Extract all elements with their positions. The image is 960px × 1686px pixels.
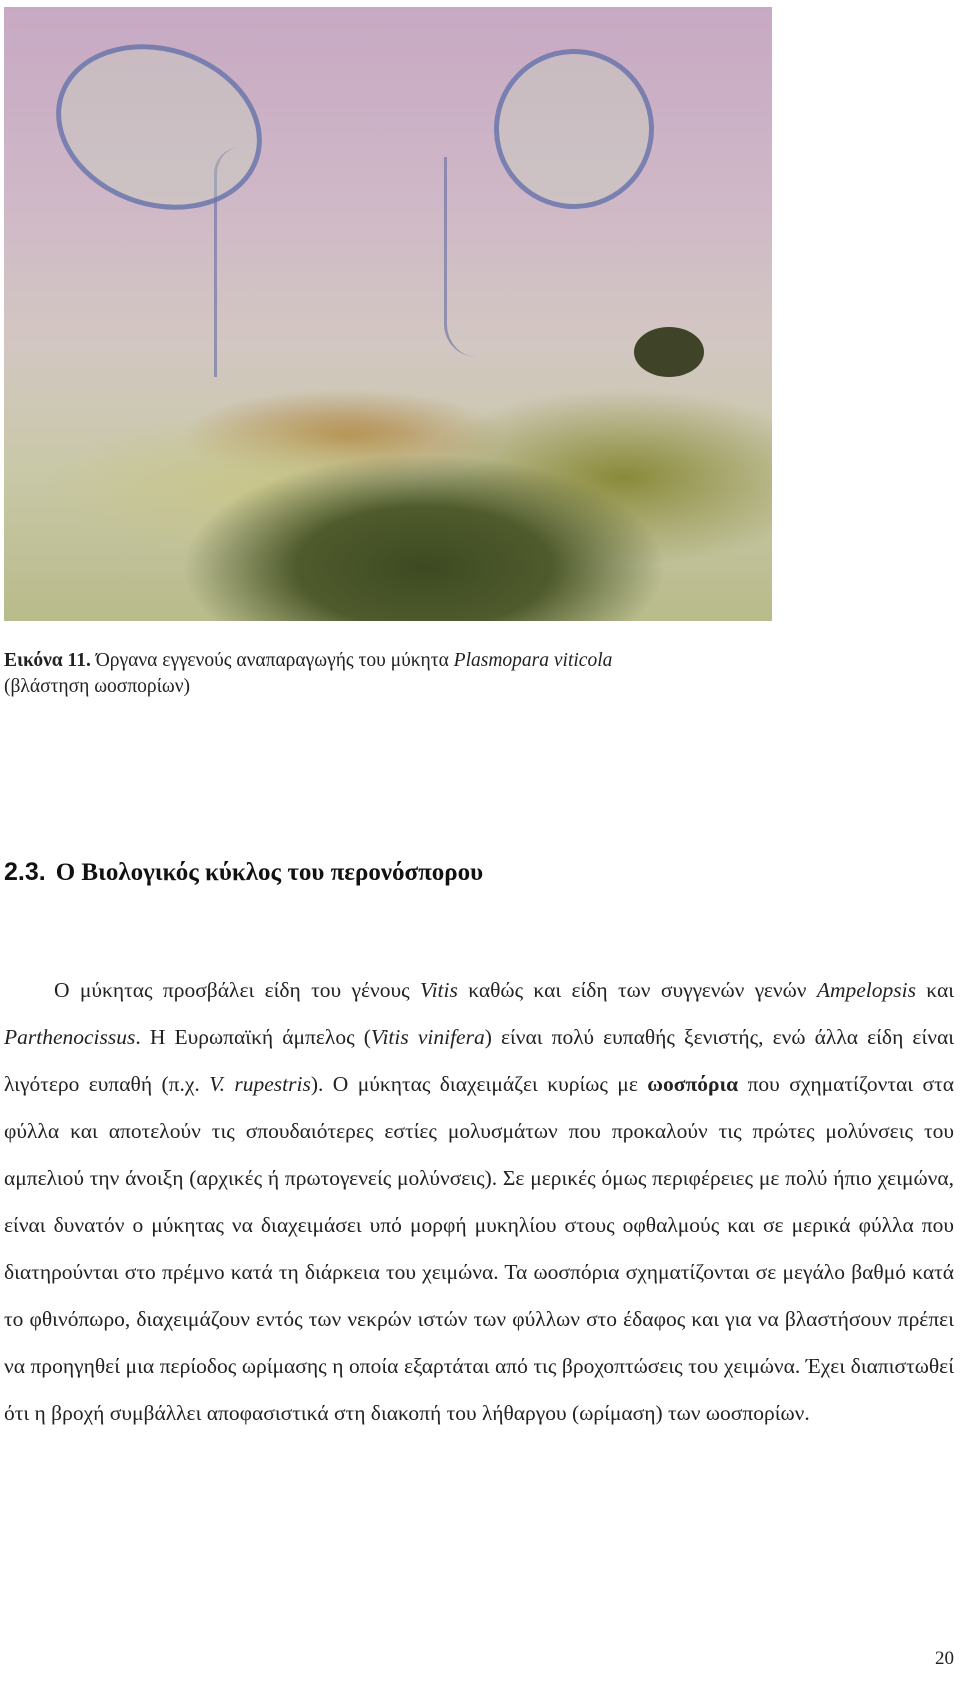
text-run: ) είναι πολύ ευπαθής ξενιστής, ενώ άλλα είδη είναι λιγότερο ευπαθή (π.χ.	[4, 1025, 954, 1096]
section-number: 2.3.	[4, 858, 46, 886]
sporangium-right	[468, 23, 681, 236]
text-run: και	[915, 978, 954, 1002]
caption-species: Plasmopara viticola	[453, 650, 613, 671]
figure-caption	[4, 648, 724, 700]
text-run: Ο μύκητας προσβάλει είδη του γένους	[54, 978, 421, 1002]
caption-text: Όργανα εγγενούς αναπαραγωγής του μύκητα	[90, 650, 454, 671]
italic-vitis-vinifera: Vitis vinifera	[370, 1025, 485, 1049]
italic-parthenocissus: Parthenocissus	[4, 1025, 136, 1049]
micrograph-figure	[4, 7, 772, 621]
sporangiophore-stem-right	[444, 157, 477, 357]
caption-line2: (βλάστηση ωοσπορίων)	[4, 676, 191, 697]
sporangium-left	[34, 18, 283, 235]
body-paragraph	[4, 967, 954, 1437]
section-heading	[4, 858, 483, 887]
page-number: 20	[935, 1648, 954, 1669]
dark-spore-cluster	[634, 327, 704, 377]
text-run: . Η Ευρωπαϊκή άμπελος (	[135, 1025, 371, 1049]
caption-label: Εικόνα 11.	[4, 650, 91, 671]
section-title: Ο Βιολογικός κύκλος του περονόσπορου	[55, 859, 484, 886]
text-run: καθώς και είδη των συγγενών γενών	[457, 978, 817, 1002]
italic-vitis: Vitis	[420, 978, 458, 1002]
text-run: ). Ο μύκητας διαχειμάζει κυρίως με	[310, 1072, 648, 1096]
text-run: που σχηματίζονται στα φύλλα και αποτελούν τις σπουδαιότερες εστίες μολυσμάτων που προκαλούν τις πρώτες μολύνσεις του αμπελιού την άνοιξη (αρχικές ή πρωτογενείς μολύνσεις). Σε μερικές όμως περιφέρειες με πολύ ήπιο χειμώνα, είναι δυνατόν ο μύκητας να διαχειμάσει υπό μορφή μυκηλίου στους οφθαλμούς και σε μερικά φύλλα που διατηρούνται στο πρέμνο κατά τη διάρκεια του χειμώνα. Τα ωοσπόρια σχηματίζονται σε μεγάλο βαθμό κατά το φθινόπωρο, διαχειμάζουν εντός των νεκρών ιστών των φύλλων στο έδαφος και για να βλαστήσουν πρέπει να προηγηθεί μια περίοδος ωρίμασης η οποία εξαρτάται από τις βροχοπτώσεις του χειμώνα. Έχει διαπιστωθεί ότι η βροχή συμβάλλει αποφασιστικά στη διακοπή του λήθαργου (ωρίμαση) των ωοσπορίων.	[4, 1072, 954, 1425]
italic-ampelopsis: Ampelopsis	[816, 978, 916, 1002]
bold-oospores: ωοσπόρια	[647, 1072, 739, 1096]
italic-v-rupestris: V. rupestris	[209, 1072, 311, 1096]
